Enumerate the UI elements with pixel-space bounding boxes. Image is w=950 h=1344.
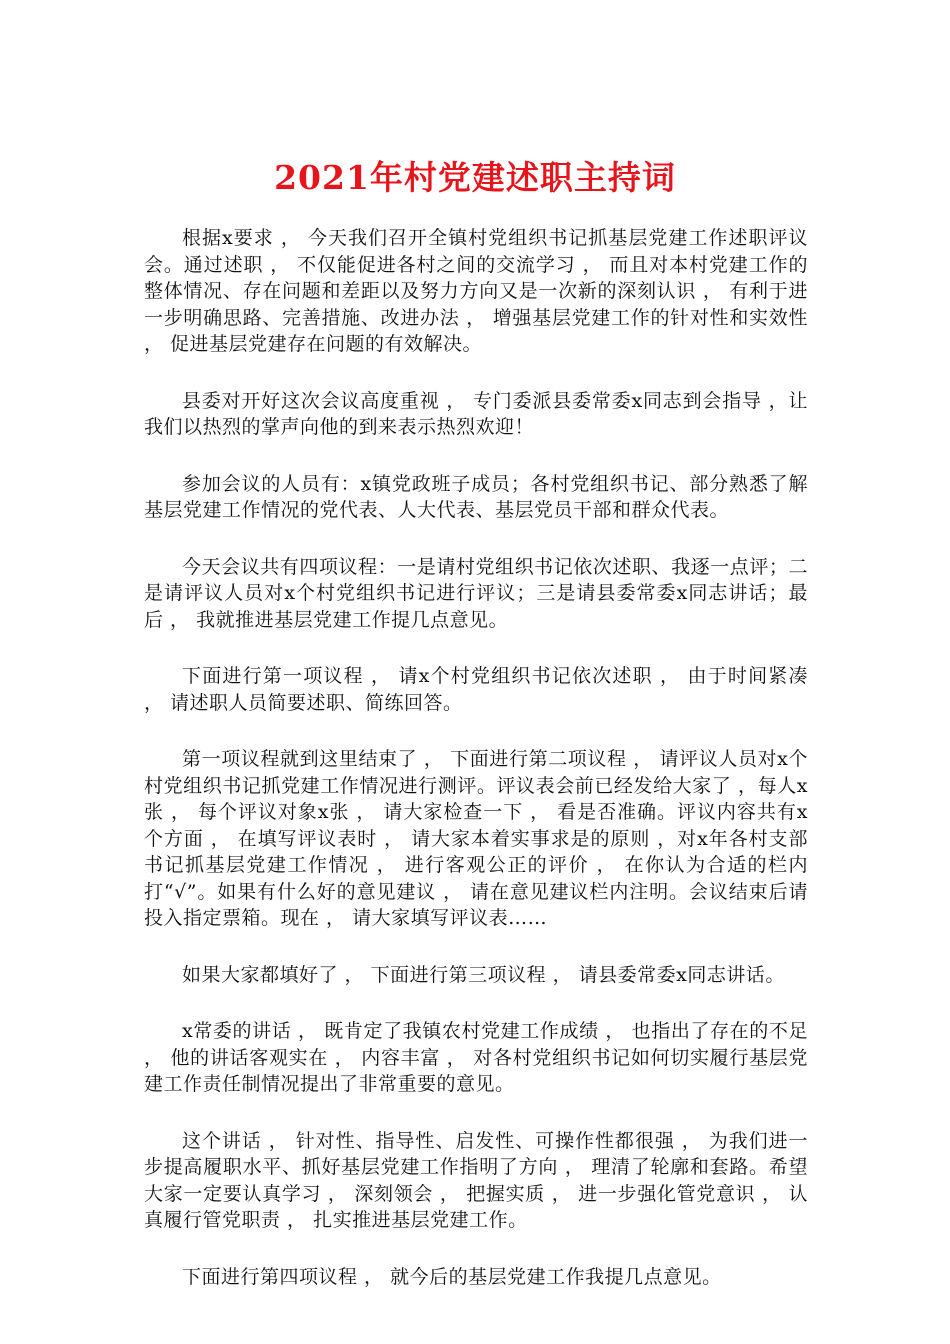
paragraph-8: x常委的讲话 ， 既肯定了我镇农村党建工作成绩 ， 也指出了存在的不足 ， 他的讲话客观实在 ， 内容丰富 ， 对各村党组织书记如何切实履行基层党建工作责任制情况提出了非常重要的意见。 (144, 1020, 808, 1095)
paragraph-spacer (144, 716, 808, 746)
paragraph-2: 县委对开好这次会议高度重视 ， 专门委派县委常委x同志到会指导 ，让我们以热烈的掌声向他的到来表示热烈欢迎！ (144, 389, 808, 438)
paragraph-6: 第一项议程就到这里结束了 ， 下面进行第二项议程 ， 请评议人员对x个村党组织书记抓党建工作情况进行测评。评议表会前已经发给大家了 ，每人x张 ， 每个评议对象x张 ， 请大家检查一下 ， 看是否准确。评议内容共有x个方面 ， 在填写评议表时 ， 请大家本着实事求是的原则 ，对x年各村支部书记抓基层党建工作情况 ， 进行客观公正的评价 ， 在你认为合适的栏内打“√”。如果有什么好的意见建议 ， 请在意见建议栏内注明。会议结束后请投入指定票箱。现在 ， 请大家填写评议表…… (144, 748, 808, 929)
paragraph-spacer (144, 932, 808, 962)
paragraph-spacer (144, 633, 808, 663)
paragraph-spacer (144, 524, 808, 554)
paragraph-9: 这个讲话 ， 针对性、指导性、启发性、可操作性都很强 ， 为我们进一步提高履职水平、抓好基层党建工作指明了方向 ， 理清了轮廓和套路。希望大家一定要认真学习 ， 深刻领会 ， 把握实质 ， 进一步强化管党意识 ， 认真履行管党职责 ， 扎实推进基层党建工作。 (144, 1129, 808, 1231)
paragraph-7: 如果大家都填好了 ， 下面进行第三项议程 ， 请县委常委x同志讲话。 (182, 963, 785, 986)
document-title: 2021年村党建述职主持词 (274, 158, 676, 197)
paragraph-4: 今天会议共有四项议程：一是请村党组织书记依次述职、我逐一点评；二是请评议人员对x个村党组织书记进行评议；三是请县委常委x同志讲话；最后 ， 我就推进基层党建工作提几点意见。 (144, 555, 808, 631)
paragraph-spacer (144, 988, 808, 1018)
paragraph-spacer (144, 1098, 808, 1128)
document-body (144, 225, 808, 1290)
paragraph-spacer (144, 358, 808, 388)
paragraph-spacer (144, 1234, 808, 1264)
paragraph-3: 参加会议的人员有：x镇党政班子成员；各村党组织书记、部分熟悉了解基层党建工作情况的党代表、人大代表、基层党员干部和群众代表。 (144, 472, 808, 521)
paragraph-5: 下面进行第一项议程 ， 请x个村党组织书记依次述职 ， 由于时间紧凑 ， 请述职人员简要述职、简练回答。 (144, 665, 808, 714)
paragraph-1: 根据x要求 ， 今天我们召开全镇村党组织书记抓基层党建工作述职评议会。通过述职 ， 不仅能促进各村之间的交流学习 ， 而且对本村党建工作的整体情况、存在问题和差距以及努力方向又是一次新的深刻认识 ， 有利于进一步明确思路、完善措施、改进办法 ， 增强基层党建工作的针对性和实效性 ， 促进基层党建存在问题的有效解决。 (144, 227, 808, 355)
paragraph-spacer (144, 441, 808, 471)
paragraph-10: 下面进行第四项议程 ， 就今后的基层党建工作我提几点意见。 (182, 1265, 722, 1288)
